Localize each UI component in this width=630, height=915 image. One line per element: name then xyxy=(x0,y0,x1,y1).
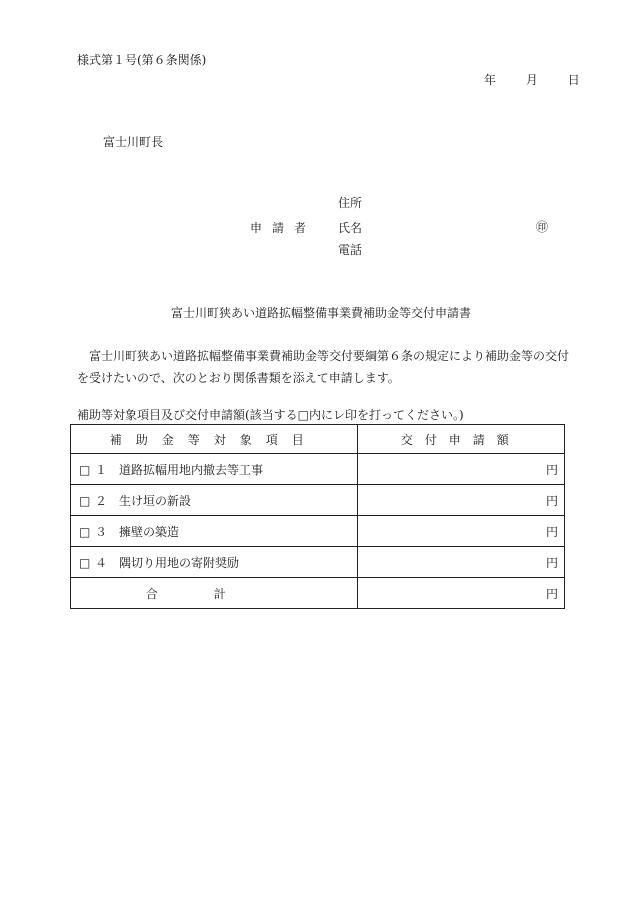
table-row xyxy=(71,454,565,485)
total-amount-cell[interactable] xyxy=(357,578,564,609)
date-day: 日 xyxy=(567,73,580,87)
address-label: 住所 xyxy=(338,196,363,210)
item-checkbox[interactable]: □ xyxy=(79,555,91,570)
addressee: 富士川町長 xyxy=(103,135,164,149)
amount-unit: 円 xyxy=(545,462,558,477)
item-checkbox[interactable]: □ xyxy=(79,462,91,477)
item-cell xyxy=(71,485,358,516)
phone-label: 電話 xyxy=(338,243,363,257)
item-number: １ xyxy=(95,462,108,477)
item-cell xyxy=(71,547,358,578)
table-row xyxy=(71,485,565,516)
item-number: ４ xyxy=(95,555,108,570)
item-cell xyxy=(71,516,358,547)
item-checkbox[interactable]: □ xyxy=(79,524,91,539)
header-amount: 交付申請額 xyxy=(357,425,564,454)
items-table xyxy=(70,424,565,609)
item-label: 擁壁の築造 xyxy=(119,524,180,539)
item-label: 生け垣の新設 xyxy=(119,493,192,508)
item-label: 隅切り用地の寄附奨励 xyxy=(119,555,240,570)
item-cell xyxy=(71,454,358,485)
amount-cell[interactable] xyxy=(357,547,564,578)
item-checkbox[interactable]: □ xyxy=(79,493,91,508)
amount-unit: 円 xyxy=(545,555,558,570)
table-row xyxy=(71,516,565,547)
date-year: 年 xyxy=(484,73,497,87)
table-caption: 補助等対象項目及び交付申請額(該当する□内にレ印を打ってください。) xyxy=(77,408,464,422)
name-label: 氏名 xyxy=(338,221,363,235)
body-text: 富士川町狭あい道路拡幅整備事業費補助金等交付要綱第６条の規定により補助金等の交付を受けたいので、次のとおり関係書類を添えて申請します。 xyxy=(77,349,570,385)
table-row xyxy=(71,547,565,578)
amount-unit: 円 xyxy=(545,493,558,508)
total-row xyxy=(71,578,565,609)
date-line xyxy=(484,73,580,87)
date-month: 月 xyxy=(525,73,538,87)
total-unit: 円 xyxy=(545,586,558,601)
amount-cell[interactable] xyxy=(357,485,564,516)
amount-cell[interactable] xyxy=(357,454,564,485)
applicant-label: 申請者 xyxy=(250,221,317,235)
amount-unit: 円 xyxy=(545,524,558,539)
item-number: ２ xyxy=(95,493,108,508)
item-label: 道路拡幅用地内撤去等工事 xyxy=(119,462,264,477)
header-item: 補助金等対象項目 xyxy=(71,425,358,454)
item-number: ３ xyxy=(95,524,108,539)
form-number: 様式第１号(第６条関係) xyxy=(77,53,207,67)
document-title: 富士川町狭あい道路拡幅整備事業費補助金等交付申請書 xyxy=(171,306,472,320)
amount-cell[interactable] xyxy=(357,516,564,547)
total-label: 合計 xyxy=(71,578,358,609)
table-header-row xyxy=(71,425,565,454)
seal-mark: ㊞ xyxy=(536,220,549,234)
